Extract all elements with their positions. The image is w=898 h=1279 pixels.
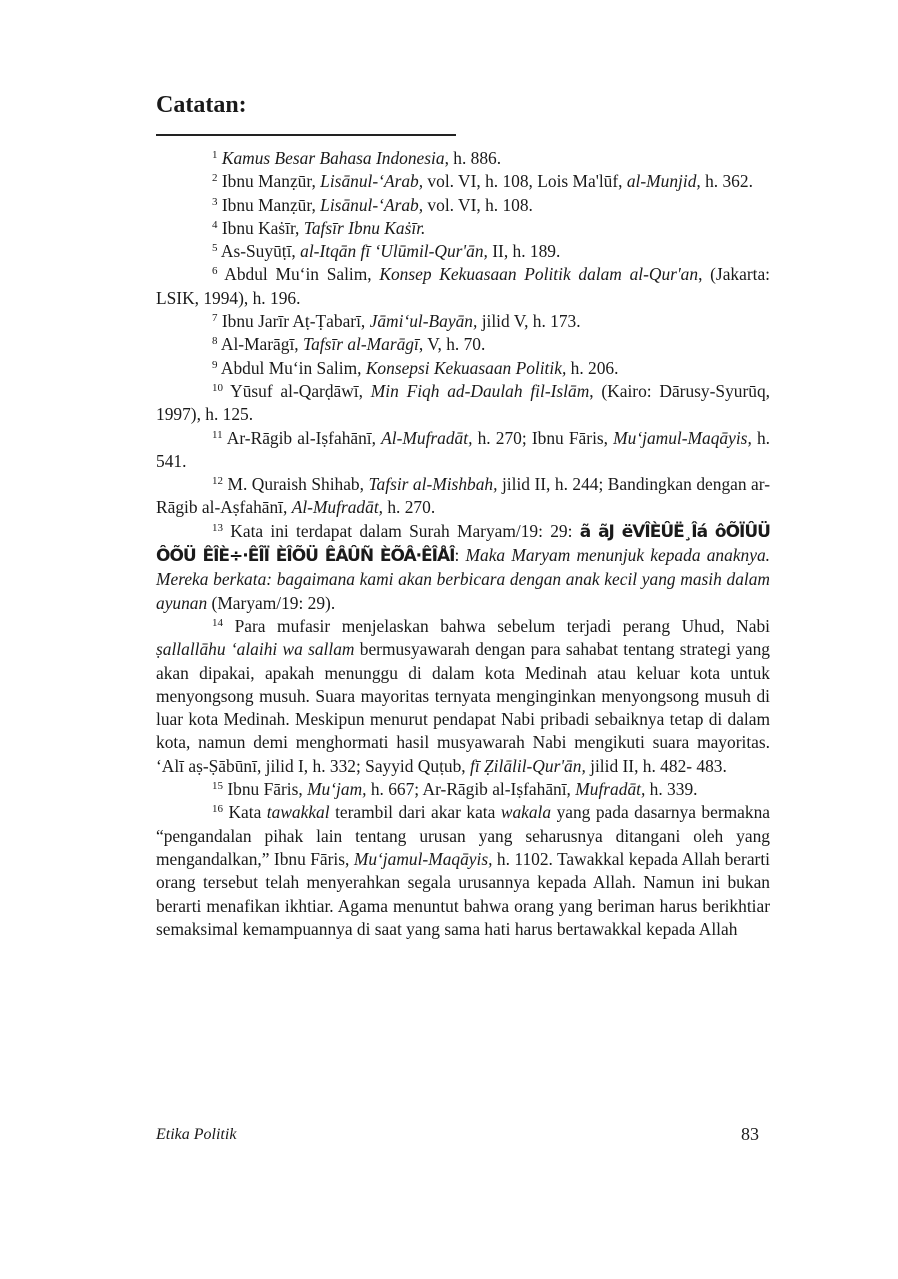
footnote-number: 13 [212, 521, 223, 534]
footnote-3 [156, 194, 770, 217]
page-number: 83 [741, 1124, 759, 1144]
footnote-text: M. Quraish Shihab, [227, 474, 369, 495]
footnote-text: h. 339. [645, 779, 698, 800]
footnote-text: : [454, 545, 466, 566]
footnote-16 [156, 801, 770, 941]
footnote-number: 8 [212, 335, 218, 348]
italic-text: Lisānul-‘Arab, [320, 171, 424, 192]
italic-text: Konsepsi Kekuasaan Politik, [365, 357, 567, 378]
footnote-9 [156, 357, 770, 380]
footnote-text: h. 667; Ar-Rāgib al-Iṣfahānī, [366, 779, 576, 800]
footnote-15 [156, 778, 770, 801]
footnote-text: Ibnu Manẓūr, [221, 171, 321, 192]
footnote-text: Abdul Mu‘in Salim, [224, 264, 380, 285]
footnote-11 [156, 427, 770, 474]
footnote-text: Ibnu Manẓūr, [221, 194, 321, 215]
footnote-text: yang pada dasarnya bermakna “pengandalan pihak lain tentang urusan yang seharusnya ditangani oleh yang mengandalkan,” Ibnu Fāris, [156, 802, 770, 869]
footnote-text: jilid V, h. 173. [477, 311, 581, 332]
footnote-number: 10 [212, 381, 223, 394]
footnote-number: 16 [212, 803, 223, 816]
footnotes-list [156, 147, 770, 941]
footnote-14 [156, 615, 770, 778]
footnote-text: h. 541. [156, 427, 770, 471]
footnote-text: (Maryam/19: 29). [207, 592, 336, 613]
footnote-number: 4 [212, 218, 218, 231]
footnote-text: h. 206. [566, 357, 619, 378]
footnote-number: 2 [212, 172, 218, 185]
footnote-5 [156, 240, 770, 263]
italic-text: Min Fiqh ad-Daulah fil-Islām [370, 380, 590, 401]
italic-text: Tafsīr Ibnu Kaṡīr. [303, 217, 426, 238]
footnote-text: bermusyawarah dengan para sahabat tentang strategi yang akan dipakai, apakah menunggu di dalam kota Medinah atau keluar kota untuk menyongsong musuh. Suara mayoritas ternyata menginginkan menyongsong musuh di luar kota Medinah. Meskipun menurut pendapat Nabi pribadi sebaiknya tetap di dalam kota, namun demi menghormati hasil musyawarah Nabi mengikuti suara mayoritas. ‘Alī aṣ-Ṣābūnī, jilid I, h. 332; Sayyid Quṭub, [156, 639, 770, 776]
footnote-text: , h. 886. [444, 148, 502, 168]
italic-text: Mu‘jamul-Maqāyis, [613, 427, 752, 448]
italic-text: Tafsīr al-Marāgī [303, 334, 419, 355]
footnote-number: 14 [212, 616, 223, 629]
footnote-number: 12 [212, 475, 223, 488]
footnote-text: Al-Marāgī, [220, 334, 303, 355]
footnote-text: vol. VI, h. 108, Lois Ma'lūf, [423, 171, 627, 192]
footnote-number: 9 [212, 358, 218, 371]
italic-text: Tafsir al-Mishbah, [368, 474, 498, 495]
footnote-number: 15 [212, 780, 223, 793]
footnote-number: 1 [212, 149, 218, 161]
italic-text: Mu‘jamul-Maqāyis, [353, 848, 493, 869]
running-footer-title: Etika Politik [156, 1126, 237, 1143]
footnote-text: Ibnu Jarīr Aṭ-Ṭabarī, [221, 311, 370, 332]
italic-text: fī Ẓilālil-Qur'ān, [469, 755, 586, 776]
italic-text: Mufradāt, [575, 779, 646, 800]
footnote-text: h. 270. [383, 497, 436, 518]
footnote-text: vol. VI, h. 108. [423, 194, 533, 215]
italic-text: Jāmi‘ul-Bayān, [369, 311, 478, 332]
italic-text: Al-Mufradāt, [291, 497, 383, 518]
footnote-text: h. 362. [700, 171, 753, 192]
italic-text: Maka Maryam menunjuk kepada anaknya. Mereka berkata: bagaimana kami akan berbicara dengan anak kecil yang masih dalam ayunan [156, 545, 770, 613]
footnote-text: As-Suyūṭī, [220, 241, 301, 262]
footnote-text: h. 1102. Tawakkal kepada Allah berarti orang tersebut telah menyerahkan segala urusannya kepada Allah. Namun ini bukan berarti menafikan ikhtiar. Agama menuntut bahwa orang yang beriman harus berikhtiar semaksimal kemampuannya di saat yang sama hati harus bertawakkal kepada Allah [156, 848, 770, 939]
italic-text: wakala [500, 802, 552, 823]
italic-text: Mu‘jam, [307, 779, 367, 800]
footnote-1 [156, 147, 770, 170]
footnote-text: Para mufasir menjelaskan bahwa sebelum terjadi perang Uhud, Nabi [234, 615, 770, 636]
footnote-text: Abdul Mu‘in Salim, [220, 357, 366, 378]
footnote-text: , (Jakarta: LSIK, 1994), h. 196. [156, 264, 771, 308]
italic-text: Lisānul-‘Arab, [320, 194, 424, 215]
footnote-8 [156, 333, 770, 356]
footnote-number: 6 [212, 265, 218, 278]
footnote-text: jilid II, h. 482- 483. [585, 755, 727, 776]
footnote-text: Kata [228, 802, 267, 823]
footnote-2 [156, 170, 770, 193]
footnote-number: 11 [212, 428, 223, 441]
italic-text: tawakkal [266, 802, 330, 823]
footnote-text: , V, h. 70. [418, 334, 486, 355]
footnote-text: terambil dari akar kata [329, 802, 501, 823]
footnote-divider [156, 134, 456, 136]
footnote-12 [156, 473, 770, 520]
page-heading: Catatan: [156, 92, 247, 118]
footnote-text: , (Kairo: Dārusy-Syurūq, 1997), h. 125. [156, 380, 771, 425]
italic-text: al-Itqān fī ‘Ulūmil-Qur'ān, [300, 241, 488, 262]
footnote-text: Ibnu Kaṡīr, [221, 217, 304, 238]
footnote-number: 7 [212, 312, 218, 325]
footnote-text: Ar-Rāgib al-Iṣfahānī, [226, 427, 382, 448]
italic-text: al-Munjid, [626, 171, 701, 192]
italic-text: ṣallallāhu ‘alaihi wa sallam [156, 639, 355, 660]
arabic-verse: ã ãJ ëVÎÈÛË¸Îá ôÕÏÛÜ ÔÕÜ ÊÎÈ÷·ÊÎÏ ÈÎÕÜ ÊÂÛÑ ÈÕÂ·ÊÎÅÎ [156, 521, 770, 567]
italic-text: Kamus Besar Bahasa Indonesia [221, 148, 445, 168]
footnote-text: h. 270; Ibnu Fāris, [472, 427, 614, 448]
footnote-text: II, h. 189. [487, 241, 561, 262]
footnote-7 [156, 310, 770, 333]
footnote-4 [156, 217, 770, 240]
footnote-text: Ibnu Fāris, [227, 779, 308, 800]
footnote-text: Kata ini terdapat dalam Surah Maryam/19: 29: [230, 520, 580, 541]
footnote-text: jilid II, h. 244; Bandingkan dengan ar-Rāgib al-Aṣfahānī, [156, 474, 770, 518]
footnote-13 [156, 520, 770, 615]
footnote-number: 3 [212, 195, 218, 208]
footnote-6 [156, 263, 770, 310]
italic-text: Konsep Kekuasaan Politik dalam al-Qur'an [379, 264, 699, 285]
italic-text: Al-Mufradāt, [381, 427, 473, 448]
footnote-text: Yūsuf al-Qarḍāwī, [230, 380, 371, 401]
footnote-number: 5 [212, 242, 218, 255]
footnote-10 [156, 380, 770, 427]
